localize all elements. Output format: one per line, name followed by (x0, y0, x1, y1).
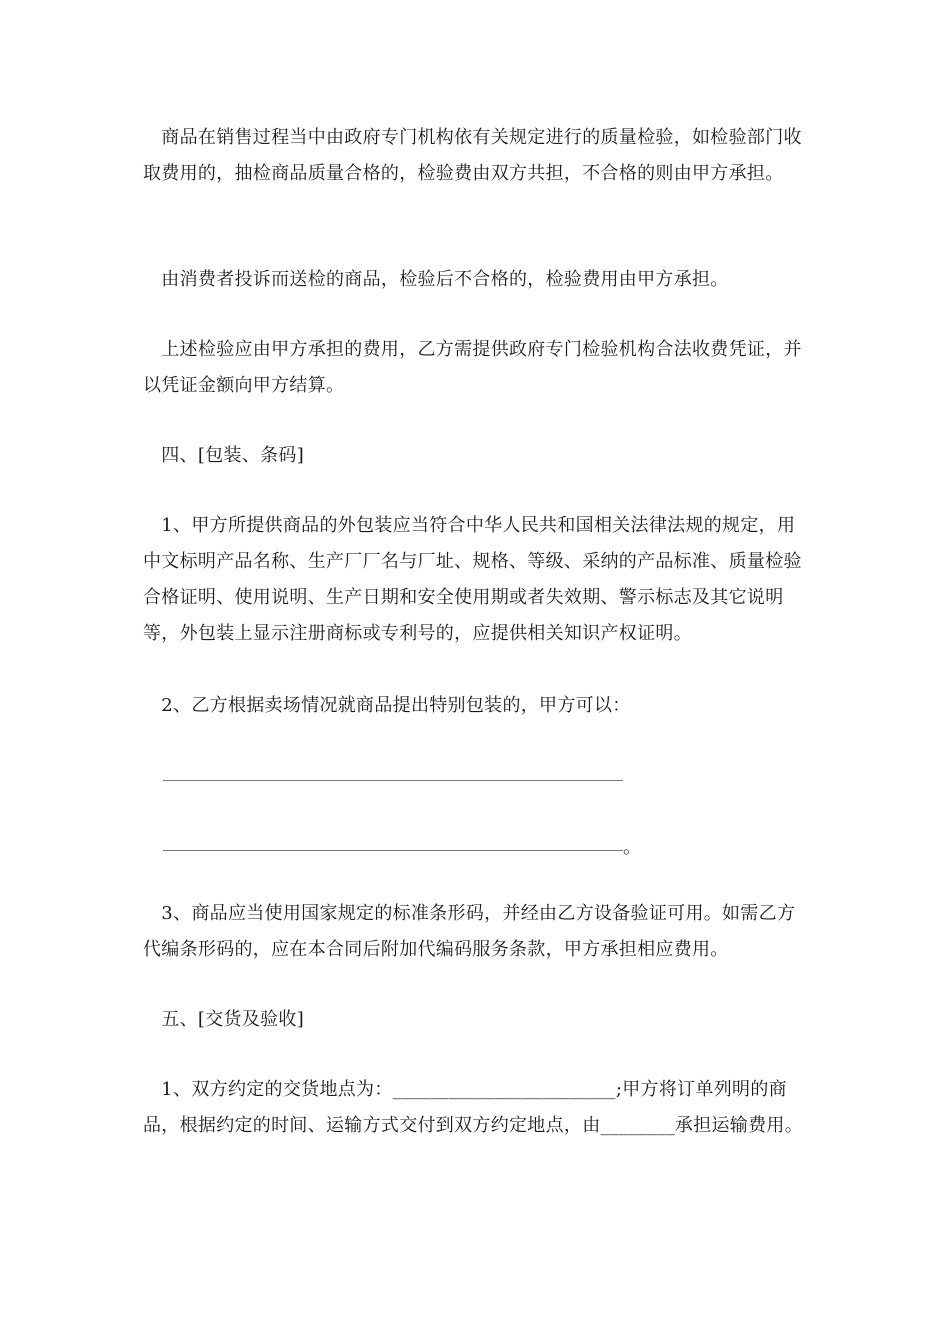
blank-line-end-mark: 。 (623, 837, 641, 858)
paragraph-consumer-complaint: 由消费者投诉而送检的商品，检验后不合格的，检验费用由甲方承担。 (143, 269, 729, 290)
fill-in-blank-line-2 (163, 850, 623, 851)
clause-packaging-2: 2、乙方根据卖场情况就商品提出特别包装的，甲方可以： (143, 695, 631, 716)
section-heading-delivery: 五、[交货及验收] (143, 1009, 305, 1030)
clause-packaging-1: 1、甲方所提供商品的外包装应当符合中华人民共和国相关法律法规的规定，用中文标明产品名称、生产厂厂名与厂址、规格、等级、采纳的产品标准、质量检验合格证明、使用说明、生产日期和安全使用期或者失效期、警示标志及其它说明等，外包装上显示注册商标或专利号的，应提供相关知识产权证明。 (143, 515, 802, 644)
section-heading-packaging: 四、[包装、条码] (143, 445, 305, 466)
fill-in-blank-line-1 (163, 780, 623, 781)
clause-delivery-1: 1、双方约定的交货地点为：________________________;甲方将订单列明的商品，根据约定的时间、运输方式交付到双方约定地点，由________承担运输费用。 (143, 1079, 803, 1136)
clause-packaging-3: 3、商品应当使用国家规定的标准条形码，并经由乙方设备验证可用。如需乙方代编条形码的，应在本合同后附加代编码服务条款，甲方承担相应费用。 (143, 903, 796, 960)
paragraph-inspection-fees: 商品在销售过程当中由政府专门机构依有关规定进行的质量检验，如检验部门收取费用的，抽检商品质量合格的，检验费由双方共担，不合格的则由甲方承担。 (143, 127, 802, 184)
paragraph-settlement: 上述检验应由甲方承担的费用，乙方需提供政府专门检验机构合法收费凭证，并以凭证金额向甲方结算。 (143, 339, 802, 396)
